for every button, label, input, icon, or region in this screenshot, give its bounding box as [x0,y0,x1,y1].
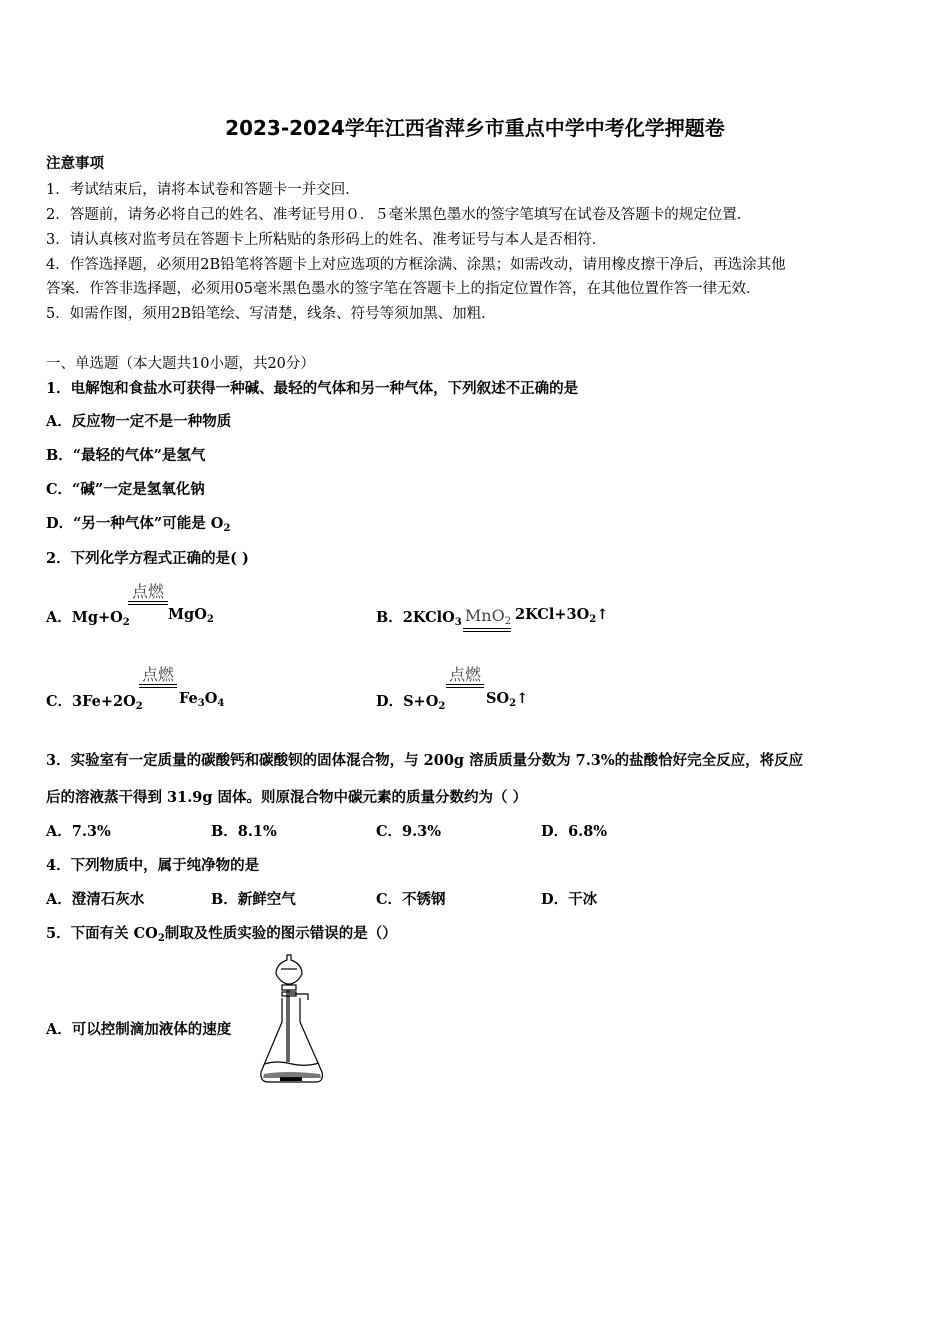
question-3-stem: 3．实验室有一定质量的碳酸钙和碳酸钡的固体混合物，与 200g 溶质质量分数为 7.3%的盐酸恰好完全反应，将反应 [46,752,804,769]
q4-option-b: B．新鲜空气 [211,891,296,908]
equals-sign [446,684,484,688]
q3-option-b: B．8.1% [211,823,277,840]
notice-item: 3．请认真核对监考员在答题卡上所粘贴的条形码上的姓名、准考证号与本人是否相符． [46,232,607,248]
reaction-condition: MnO$_2$ [464,606,512,627]
equals-sign [463,628,511,632]
reaction-condition: 点燃 [141,665,174,684]
q3-option-c: C．9.3% [376,823,442,840]
q1-option-c: C．“碱”一定是氢氧化钠 [46,481,205,498]
question-5-stem: 5．下面有关 $CO_2$制取及性质实验的图示错误的是（） [46,925,397,944]
q4-option-a: A．澄清石灰水 [46,891,145,908]
question-3-stem-cont: 后的溶液蒸干得到 31.9g 固体。则原混合物中碳元素的质量分数约为（ ） [46,789,528,806]
notice-item: 4．作答选择题，必须用2B铅笔将答题卡上对应选项的方框涂满、涂黑；如需改动，请用橡皮擦干净后，再选涂其他 [46,257,786,273]
q2-b-product: $2KCl+3O_2↑$ [515,606,609,625]
q2-d-product: $SO_2↑$ [486,690,529,709]
notice-item: 2．答题前，请务必将自己的姓名、准考证号用０．５毫米黑色墨水的签字笔填写在试卷及答题卡的规定位置． [46,207,752,223]
q3-option-a: A．7.3% [46,823,111,840]
equals-sign [139,684,177,688]
q2-option-c: C．$3Fe+2O_2$ [46,693,143,712]
flask-with-separatory-funnel-diagram [256,952,328,1086]
q4-option-c: C．不锈钢 [376,891,446,908]
question-4-stem: 4．下列物质中，属于纯净物的是 [46,857,260,874]
q3-option-d: D．6.8% [541,823,608,840]
q2-option-b: B．2KClO$_3$ [376,609,462,628]
notice-item: 1．考试结束后，请将本试卷和答题卡一并交回． [46,182,360,198]
q2-option-a: A．$Mg+O_2$ [46,609,130,628]
notice-heading: 注意事项 [46,155,104,172]
question-2-stem: 2．下列化学方程式正确的是( ) [46,550,249,567]
q1-option-b: B．“最轻的气体”是氢气 [46,447,206,464]
q2-option-d: D．$S+O_2$ [376,693,446,712]
q2-a-product: MgO$_2$ [168,606,214,625]
section-heading: 一、单选题（本大题共10小题，共20分） [46,356,315,372]
page-title: 2023-2024学年江西省萍乡市重点中学中考化学押题卷 [225,116,725,140]
equals-sign [128,601,168,605]
q5-option-a: A．可以控制滴加液体的速度 [46,1021,232,1038]
q1-option-a: A．反应物一定不是一种物质 [46,413,232,430]
reaction-condition: 点燃 [131,582,164,601]
reaction-condition: 点燃 [448,665,481,684]
q1-option-d: D．“另一种气体”可能是 $O_2$ [46,515,231,534]
question-1-stem: 1．电解饱和食盐水可获得一种碱、最轻的气体和另一种气体，下列叙述不正确的是 [46,380,579,397]
notice-item: 答案．作答非选择题，必须用05毫米黑色墨水的签字笔在答题卡上的指定位置作答，在其他位置作答一律无效． [46,281,761,297]
q4-option-d: D．干冰 [541,891,598,908]
notice-item: 5．如需作图，须用2B铅笔绘、写清楚，线条、符号等须加黑、加粗． [46,306,496,322]
q2-c-product: $Fe_3O_4$ [179,690,225,709]
